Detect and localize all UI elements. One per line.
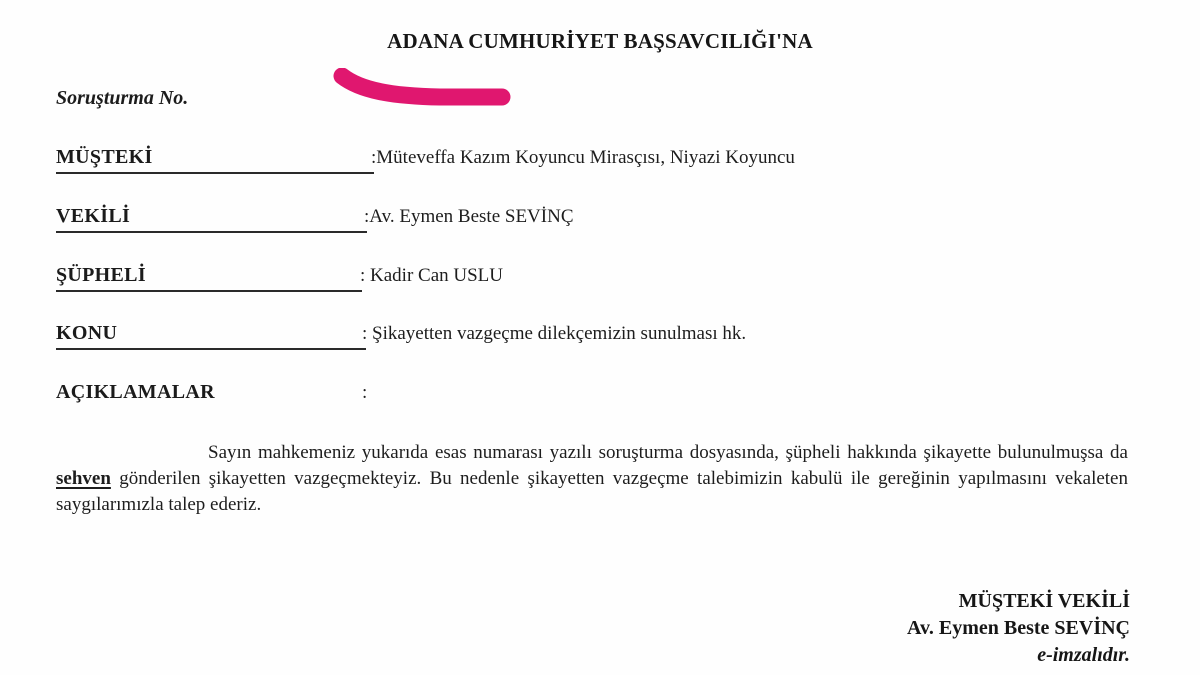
field-label-explanations: AÇIKLAMALAR [56,381,215,403]
field-underline [56,348,366,350]
field-value-subject: Şikayetten vazgeçme dilekçemizin sunulması hk. [367,323,747,344]
field-label-suspect: ŞÜPHELİ [56,264,146,286]
body-paragraph [56,440,1128,518]
field-separator: : [360,265,366,286]
field-separator: : [371,147,377,168]
field-underline [56,290,362,292]
field-value-complainant: Müteveffa Kazım Koyuncu Mirasçısı, Niyazi Koyuncu [376,147,795,168]
redaction-mark [330,68,515,108]
field-attorney [56,205,1056,235]
body-text-part1: Sayın mahkemeniz yukarıda esas numarası yazılı soruşturma dosyasında, şüpheli hakkında şikayette bulunulmuşsa da [208,442,1128,463]
body-emphasis: sehven [56,468,111,489]
field-underline [56,172,374,174]
field-explanations [56,381,1056,411]
body-text-part2: gönderilen şikayetten vazgeçmekteyiz. Bu nedenle şikayetten vazgeçme talebimizin kabulü ile gereğinin yapılmasını vekaleten saygılarımızla talep ederiz. [56,468,1128,515]
field-suspect [56,264,1056,294]
signature-name: Av. Eymen Beste SEVİNÇ [907,617,1130,639]
field-value-attorney: Av. Eymen Beste SEVİNÇ [369,206,574,227]
document-title: ADANA CUMHURİYET BAŞSAVCILIĞI'NA [387,29,813,53]
signature-block [907,588,1130,669]
field-underline [56,231,367,233]
investigation-no-label: Soruşturma No. [56,87,189,109]
field-label-attorney: VEKİLİ [56,205,131,227]
signature-role: MÜŞTEKİ VEKİLİ [958,590,1130,612]
field-complainant [56,146,1056,176]
signature-esign: e-imzalıdır. [1037,644,1130,666]
field-value-suspect: Kadir Can USLU [365,265,504,286]
field-label-complainant: MÜŞTEKİ [56,146,153,168]
field-label-subject: KONU [56,322,118,344]
field-subject [56,322,1056,352]
field-separator: : [364,206,370,227]
field-separator: : [362,382,368,403]
field-separator: : [362,323,368,344]
